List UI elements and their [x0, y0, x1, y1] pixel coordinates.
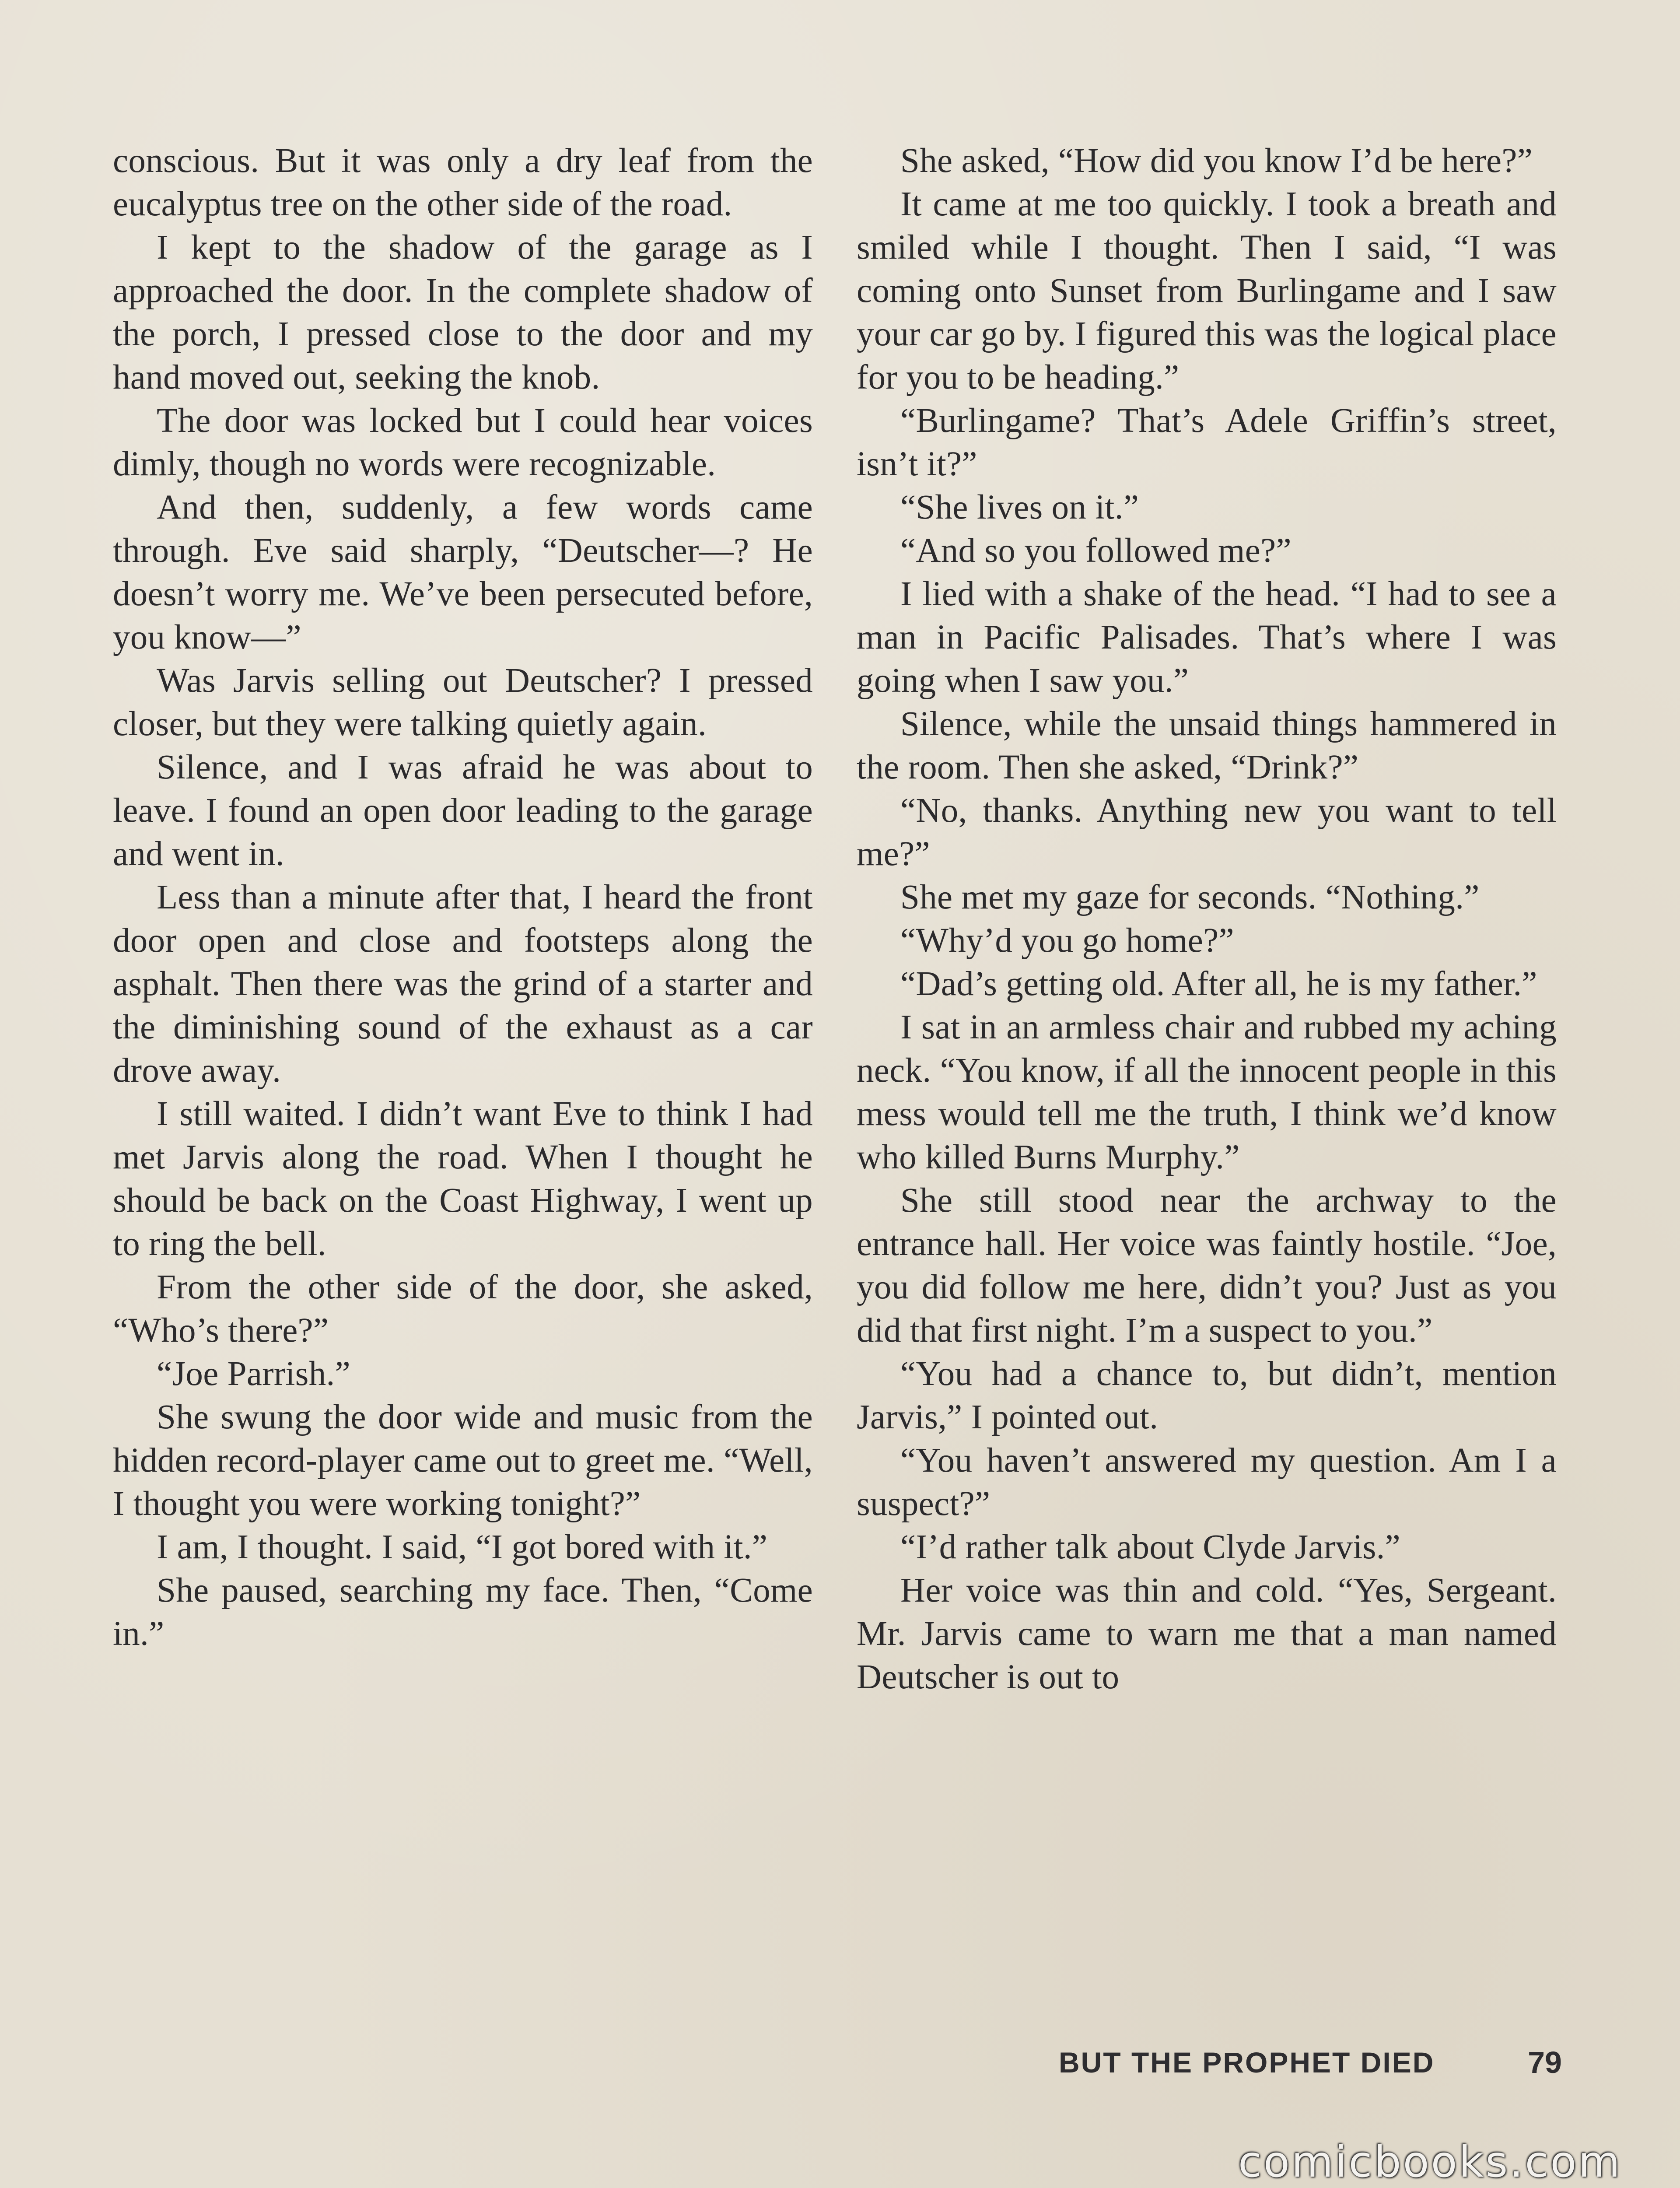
paragraph: The door was locked but I could hear voices dimly, though no words were recognizable.: [113, 402, 813, 483]
paragraph: “Why’d you go home?”: [900, 922, 1234, 960]
paragraph: “You haven’t answered my question. Am I a suspect?”: [857, 1441, 1557, 1523]
page-footer: [1059, 2038, 1562, 2086]
paragraph: “Dad’s getting old. After all, he is my father.”: [900, 965, 1537, 1003]
paragraph: Silence, while the unsaid things hammered in the room. Then she asked, “Drink?”: [857, 705, 1557, 786]
paragraph: “I’d rather talk about Clyde Jarvis.”: [900, 1528, 1401, 1566]
paragraph: I sat in an armless chair and rubbed my aching neck. “You know, if all the innocent people in this mess would tell me the truth, I think we’d know who killed Burns Murphy.”: [857, 1008, 1557, 1176]
paragraph: Silence, and I was afraid he was about to leave. I found an open door leading to the garage and went in.: [113, 748, 813, 873]
paragraph: From the other side of the door, she asked, “Who’s there?”: [113, 1268, 813, 1350]
paragraph: Her voice was thin and cold. “Yes, Sergeant. Mr. Jarvis came to warn me that a man named Deutscher is out to: [857, 1571, 1557, 1696]
paragraph: “Burlingame? That’s Adele Griffin’s street, isn’t it?”: [857, 402, 1557, 483]
paragraph: She swung the door wide and music from the hidden record-player came out to greet me. “Well, I thought you were working tonight?”: [113, 1398, 813, 1523]
paragraph: And then, suddenly, a few words came through. Eve said sharply, “Deutscher—? He doesn’t worry me. We’ve been persecuted before, you know—”: [113, 488, 813, 656]
paragraph: Was Jarvis selling out Deutscher? I pressed closer, but they were talking quietly again.: [113, 662, 813, 743]
left-text-column: [113, 139, 813, 1655]
paragraph: It came at me too quickly. I took a breath and smiled while I thought. Then I said, “I was coming onto Sunset from Burlingame and I saw your car go by. I figured this was the logical place for you to be heading.”: [857, 185, 1557, 396]
paragraph: She paused, searching my face. Then, “Come in.”: [113, 1571, 813, 1653]
paragraph: She asked, “How did you know I’d be here?”: [900, 142, 1533, 180]
site-watermark: comicbooks.com: [1238, 2137, 1622, 2187]
paragraph: “No, thanks. Anything new you want to tell me?”: [857, 792, 1557, 873]
paragraph: “Joe Parrish.”: [157, 1355, 350, 1393]
paragraph: She still stood near the archway to the entrance hall. Her voice was faintly hostile. “Joe, you did follow me here, didn’t you? Just as you did that first night. I’m a suspect to you.”: [857, 1182, 1557, 1350]
paragraph: “And so you followed me?”: [900, 532, 1292, 570]
page-number: 79: [1528, 2045, 1562, 2079]
paragraph: “You had a chance to, but didn’t, mention Jarvis,” I pointed out.: [857, 1355, 1557, 1436]
paragraph: I lied with a shake of the head. “I had to see a man in Pacific Palisades. That’s where I was going when I saw you.”: [857, 575, 1557, 700]
paragraph: I still waited. I didn’t want Eve to think I had met Jarvis along the road. When I thought he should be back on the Coast Highway, I went up to ring the bell.: [113, 1095, 813, 1263]
paragraph: I kept to the shadow of the garage as I approached the door. In the complete shadow of the porch, I pressed close to the door and my hand moved out, seeking the knob.: [113, 228, 813, 396]
paragraph: Less than a minute after that, I heard the front door open and close and footsteps along the asphalt. Then there was the grind of a starter and the diminishing sound of the exhaust as a car drove away.: [113, 878, 813, 1090]
paragraph: “She lives on it.”: [900, 488, 1139, 526]
paragraph: She met my gaze for seconds. “Nothing.”: [900, 878, 1480, 916]
paragraph: I am, I thought. I said, “I got bored with it.”: [157, 1528, 768, 1566]
running-title: BUT THE PROPHET DIED: [1059, 2046, 1435, 2079]
paragraph: conscious. But it was only a dry leaf from the eucalyptus tree on the other side of the road.: [113, 142, 813, 223]
right-text-column: [857, 139, 1557, 1699]
